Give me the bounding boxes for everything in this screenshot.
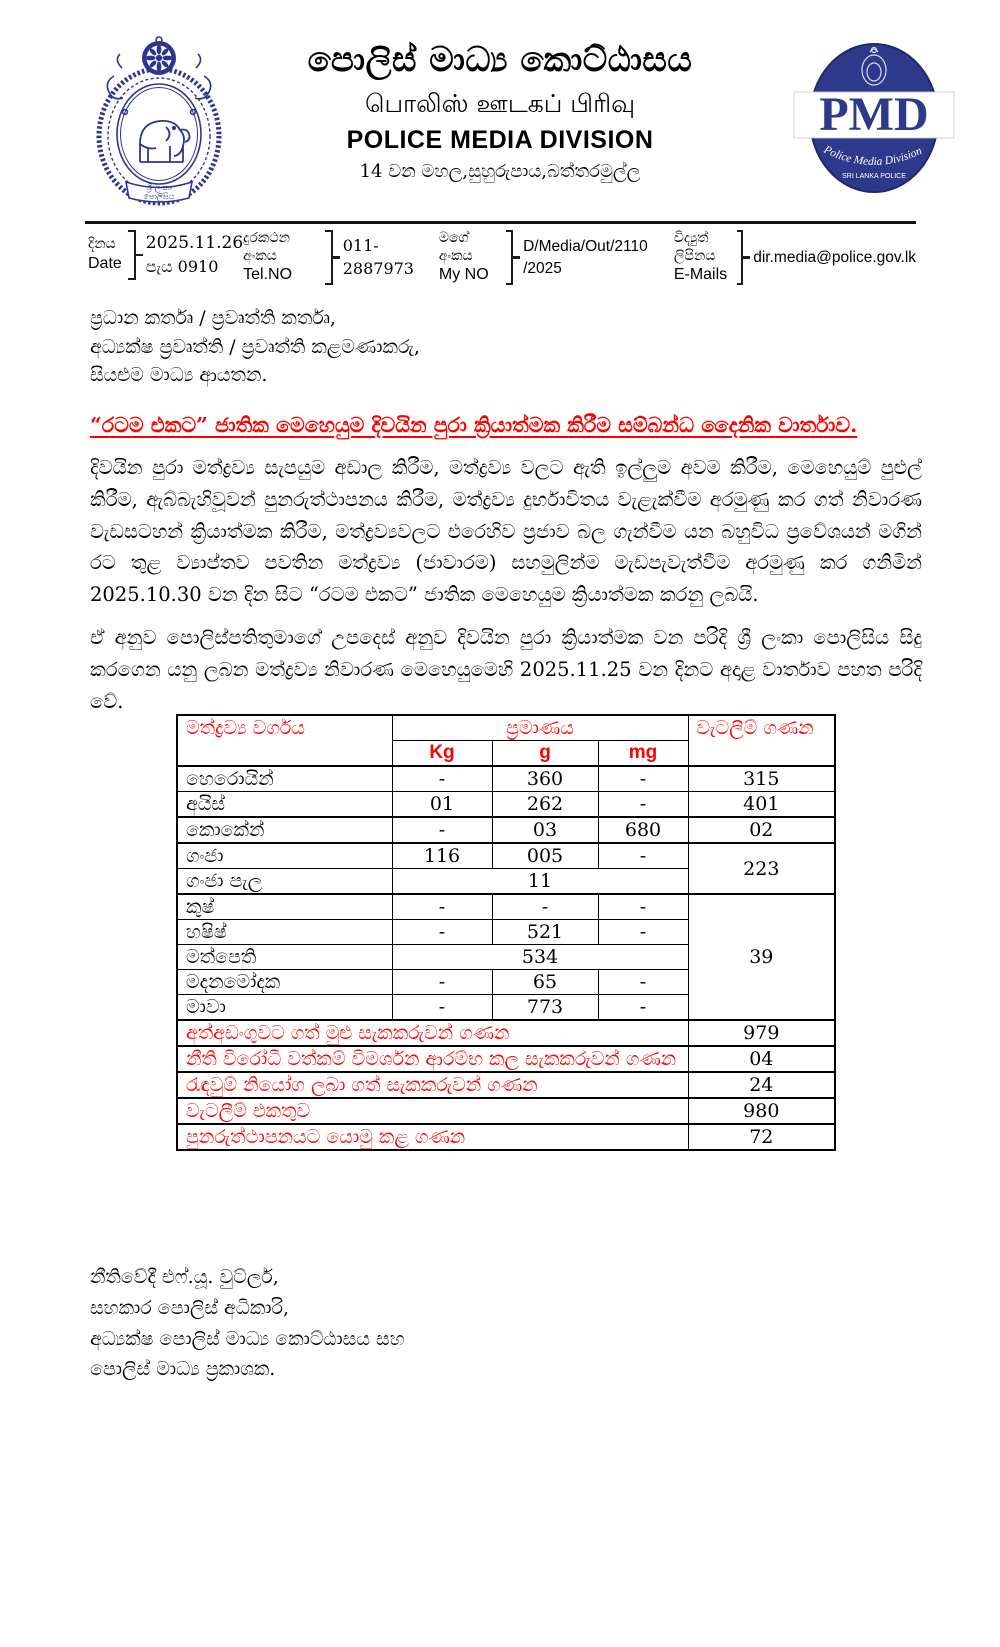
crest-text-sri-lanka: ශ්‍රී ලංකා	[146, 183, 172, 192]
table-row: ගංජා 116 005 - 223	[177, 843, 835, 869]
body-paragraph-2: ඒ අනුව පොලිස්පතිතුමාගේ උපදෙස් අනුව දිවයින පුරා ක්‍රියාත්මක වන පරිදි ශ්‍රී ලංකා පොලිසිය සිදු කරගෙන යනු ලබන මත්ද්‍රව්‍ය නිවාරණ මෙහෙයුමෙහි 2025.11.25 වන දිනට අදාළ වාර්තාව පහත පරිදි වේ.	[90, 626, 922, 713]
drug-name: ගංජා	[177, 843, 392, 869]
recipient-line-1: ප්‍රධාන කර්තෘ / ප්‍රවෘත්ති කර්තෘ,	[90, 307, 337, 329]
col-header-quantity: ප්‍රමාණය	[392, 715, 688, 741]
summary-row: පුනරුත්ථාපනයට යොමු කළ ගණන 72	[177, 1124, 835, 1150]
email-label-si: විද්‍යුත් ලිපිනය	[673, 230, 716, 264]
email-label-en: E-Mails	[673, 266, 728, 283]
drug-name: හෂිෂ්	[177, 920, 392, 945]
bracket-icon	[128, 230, 136, 280]
pmd-logo-sub-text: SRI LANKA POLICE	[842, 173, 906, 180]
table-row: අයිස් 01 262 - 401	[177, 792, 835, 818]
my-no-label-si: මගේ අංකය	[438, 230, 473, 264]
drug-name: ගංජා පැල	[177, 869, 392, 895]
table-row: මත්පෙති 534	[177, 945, 835, 970]
title-sinhala: පොලිස් මාධ්‍ය කොට්ඨාසය	[307, 40, 693, 80]
drug-seizure-table	[176, 714, 836, 1151]
sri-lanka-police-crest-icon	[88, 24, 230, 212]
drug-name: මාවා	[177, 995, 392, 1021]
title-english: POLICE MEDIA DIVISION	[346, 125, 654, 154]
date-label-en: Date	[88, 254, 122, 272]
bracket-icon	[737, 230, 743, 285]
title-tamil: பொலிஸ் ஊடகப் பிரிவு	[364, 88, 636, 118]
drug-name: කොකේන්	[177, 817, 392, 843]
signatory-name: නීතිවේදී එෆ්.යූ. වුට්ලර්,	[90, 1266, 279, 1288]
tel-value: 011-2887973	[342, 236, 414, 278]
table-row: කුෂ් - - - 39	[177, 894, 835, 920]
signatory-title-2: පොලිස් මාධ්‍ය ප්‍රකාශක.	[90, 1358, 276, 1381]
summary-row: වැටලීම් එකතුව 980	[177, 1098, 835, 1124]
letterhead	[250, 40, 750, 182]
tel-label-si: දුරකථන අංකය	[243, 230, 291, 264]
subject-heading: “රටම එකට” ජාතික මෙහෙයුම දිවයින පුරා ක්‍රියාත්මක කිරීම සම්බන්ධ දෛනික වාර්තාව.	[90, 413, 858, 437]
date-value: 2025.11.26	[145, 232, 244, 253]
recipient-line-2: අධ්‍යක්ෂ ප්‍රවෘත්ති / ප්‍රවෘත්ති කළමණාකරු,	[90, 335, 420, 358]
info-tel	[243, 230, 439, 285]
signatory-title-1: අධ්‍යක්ෂ පොලිස් මාධ්‍ය කොට්ඨාසය සහ	[90, 1327, 405, 1350]
col-header-drug-type: මත්ද්‍රව්‍ය වර්ගය	[177, 715, 392, 766]
header-divider	[85, 221, 916, 224]
drug-name: කුෂ්	[177, 894, 392, 920]
col-header-raids: වැටලීම් ගණන	[688, 715, 835, 766]
drug-name: අයිස්	[177, 792, 392, 818]
body-paragraph-1: දිවයින පුරා මත්ද්‍රව්‍ය සැපයුම අඩාල කිරීම, මත්ද්‍රව්‍ය වලට ඇති ඉල්ලුම අවම කිරීම, මෙහෙයුම් පුළුල් කිරීම, ඇබ්බැහිවූවන් පුනරුත්ථාපනය කිරීම, මත්ද්‍රව්‍ය දුර්භාවිතය වැළැක්වීම අරමුණු කර ගත් නිවාරණ වැඩසටහන් ක්‍රියාත්මක කිරීම, මත්ද්‍රව්‍යවලට එරෙහිව ප්‍රජාව බල ගැන්වීම යන බහුවිධ ප්‍රවේශයන් මගින් රට තුළ ව්‍යාප්තව පවතින මත්ද්‍රව්‍ය (ජාවාරම) සහමුලින්ම මැඩපැවැත්වීම අරමුණු කර ගනිමින් 2025.10.30 වන දින සිට “රටම එකට” ජාතික මෙහෙයුම ක්‍රියාත්මක කරනු ලබයි.	[90, 456, 922, 607]
pmd-logo-icon	[786, 30, 962, 206]
table-row: ගංජා පැල 11	[177, 869, 835, 895]
info-date	[88, 230, 243, 280]
pmd-logo-text: PMD	[819, 88, 929, 141]
unit-header-kg: Kg	[392, 741, 492, 767]
bracket-icon	[506, 230, 513, 285]
info-email	[674, 230, 916, 285]
recipients	[90, 304, 420, 390]
drug-name: මත්පෙති	[177, 945, 392, 970]
drug-name: හෙරොයින්	[177, 766, 392, 792]
table-row: මදනමෝදක - 65 -	[177, 970, 835, 995]
my-no-label-en: My NO	[438, 266, 489, 283]
table-row: කොකේන් - 03 680 02	[177, 817, 835, 843]
email-value: dir.media@police.gov.lk	[753, 248, 917, 266]
drug-name: මදනමෝදක	[177, 970, 392, 995]
signature-block	[90, 1262, 405, 1385]
bracket-icon	[325, 230, 332, 285]
crest-text-police: පොලිසිය	[143, 192, 175, 201]
table-row: හෙරොයින් - 360 - 315	[177, 766, 835, 792]
summary-row: අත්අඩංගුවට ගත් මුළු සැකකරුවන් ගණන 979	[177, 1020, 835, 1046]
info-my-no	[439, 230, 674, 285]
recipient-line-3: සියළුම මාධ්‍ය ආයතන.	[90, 364, 268, 386]
table-row: හෂිෂ් - 521 -	[177, 920, 835, 945]
date-label-si: දිනය	[88, 236, 116, 253]
unit-header-g: g	[492, 741, 598, 767]
address-line: 14 වන මහල,සුහුරුපාය,බත්තරමුල්ල	[359, 160, 641, 182]
pmd-logo-arc-text: Police Media Division	[821, 143, 924, 169]
signatory-rank: සහකාර පොලිස් අධිකාරි,	[90, 1296, 290, 1319]
my-no-value: D/Media/Out/2110 /2025	[523, 237, 648, 277]
time-value: පැය 0910	[145, 256, 219, 276]
summary-row: නීති විරෝධී වත්කම් විමර්ශන ආරම්භ කල සැකකරුවන් ගණන 04	[177, 1046, 835, 1072]
info-bar	[88, 230, 916, 285]
tel-label-en: Tel.NO	[243, 266, 293, 283]
unit-header-mg: mg	[598, 741, 688, 767]
table-row: මාවා - 773 -	[177, 995, 835, 1021]
summary-row: රැඳවුම් නියෝග ලබා ගත් සැකකරුවන් ගණන 24	[177, 1072, 835, 1098]
